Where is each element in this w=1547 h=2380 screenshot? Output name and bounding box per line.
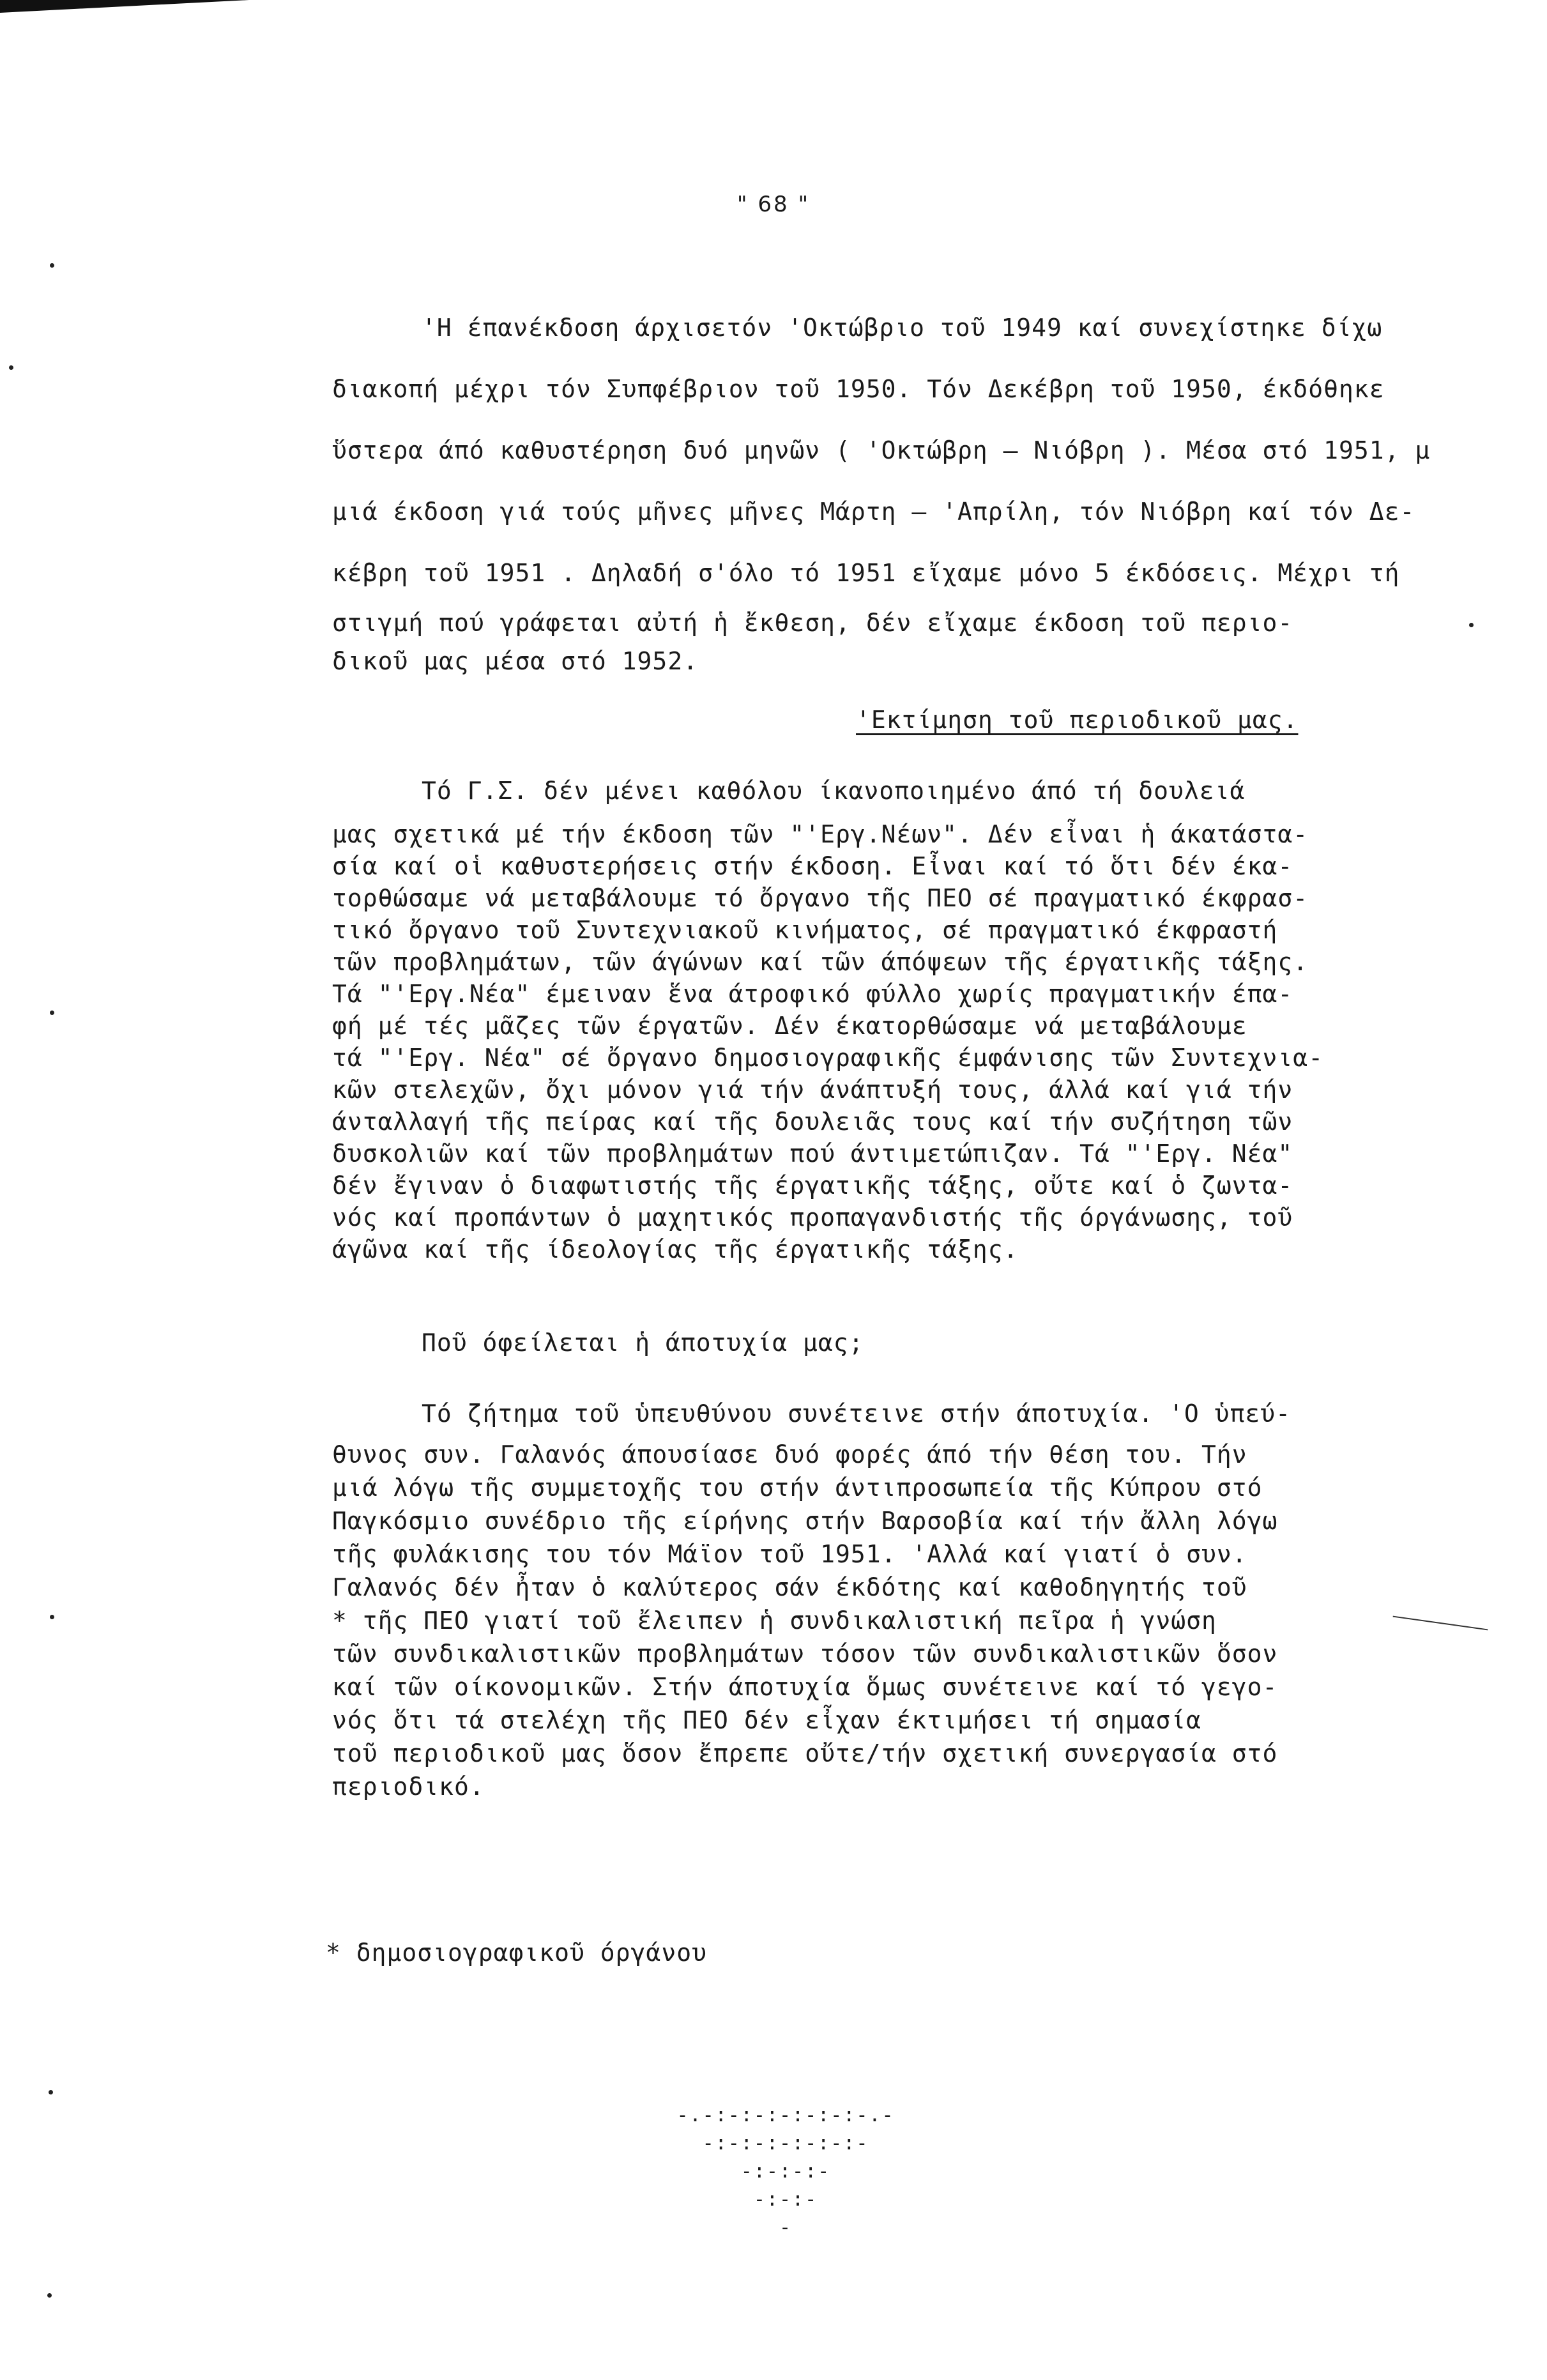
ornament-row: -:-:-:- xyxy=(740,2160,831,2183)
text-line: Τό ζήτημα τοῦ ὑπευθύνου συνέτεινε στήν άποτυχία. 'Ο ὑπεύ- xyxy=(422,1400,1292,1428)
text-line: τῆς φυλάκισης του τόν Μάϊον τοῦ 1951. 'Αλλά καί γιατί ὁ συν. xyxy=(332,1540,1247,1568)
text-line: τορθώσαμε νά μεταβάλουμε τό ὄργανο τῆς ΠΕΟ σέ πραγματικό έκφρασ- xyxy=(332,884,1309,912)
text-line: άνταλλαγή τῆς πείρας καί τῆς δουλειᾶς τους καί τήν συζήτηση τῶν xyxy=(332,1108,1293,1136)
paragraph-assessment xyxy=(332,763,1469,1265)
scan-speck xyxy=(50,1615,54,1619)
ornament-row: - xyxy=(779,2216,793,2239)
text-line: Τά "'Εργ.Νέα" έμειναν ἕνα άτροφικό φύλλο χωρίς πραγματικήν έπα- xyxy=(332,980,1293,1008)
ornament-row: -:-:-:-:-:-:- xyxy=(702,2132,869,2155)
text-line: δικοῦ μας μέσα στό 1952. xyxy=(332,647,699,675)
text-line: τῶν προβλημάτων, τῶν άγώνων καί τῶν άπόψεων τῆς έργατικῆς τάξης. xyxy=(332,948,1309,976)
scan-corner-mark xyxy=(0,0,249,13)
end-ornament xyxy=(664,2102,907,2242)
text-line: ὕστερα άπό καθυστέρηση δυό μηνῶν ( 'Οκτώβρη – Νιόβρη ). Μέσα στό 1951, μ xyxy=(332,436,1431,464)
text-line: δέν ἔγιναν ὁ διαφωτιστής τῆς έργατικῆς τάξης, οὔτε καί ὁ ζωντα- xyxy=(332,1171,1293,1200)
scan-speck xyxy=(49,2090,53,2094)
text-line: θυνος συν. Γαλανός άπουσίασε δυό φορές άπό τήν θέση του. Τήν xyxy=(332,1440,1247,1468)
text-line: περιοδικό. xyxy=(332,1773,485,1801)
section-heading: 'Εκτίμηση τοῦ περιοδικοῦ μας. xyxy=(856,706,1299,734)
text-line: σία καί οἱ καθυστερήσεις στήν έκδοση. Εἶναι καί τό ὅτι δέν έκα- xyxy=(332,852,1293,880)
ornament-row: -.-:-:-:-:-:-:-.- xyxy=(676,2104,895,2126)
text-line: κέβρη τοῦ 1951 . Δηλαδή σ'όλο τό 1951 εἴχαμε μόνο 5 έκδόσεις. Μέχρι τή xyxy=(332,559,1400,587)
text-line: μιά λόγω τῆς συμμετοχῆς του στήν άντιπροσωπεία τῆς Κύπρου στό xyxy=(332,1474,1263,1502)
text-line: άγῶνα καί τῆς ίδεολογίας τῆς έργατικῆς τάξης. xyxy=(332,1235,1019,1263)
scan-speck xyxy=(50,263,54,268)
scan-speck xyxy=(47,2293,52,2298)
paragraph-publication-history xyxy=(332,297,1469,680)
text-line: Παγκόσμιο συνέδριο τῆς είρήνης στήν Βαρσοβία καί τήν ἄλλη λόγω xyxy=(332,1507,1278,1535)
text-line: τῶν συνδικαλιστικῶν προβλημάτων τόσον τῶν συνδικαλιστικῶν ὅσον xyxy=(332,1640,1278,1668)
text-line: * τῆς ΠΕΟ γιατί τοῦ ἔλειπεν ἡ συνδικαλιστική πεῖρα ἡ γνώση xyxy=(332,1606,1217,1635)
text-line: μας σχετικά μέ τήν έκδοση τῶν "'Εργ.Νέων". Δέν εἶναι ἡ άκατάστα- xyxy=(332,820,1309,848)
text-line: τά "'Εργ. Νέα" σέ ὄργανο δημοσιογραφικῆς έμφάνισης τῶν Συντεχνια- xyxy=(332,1044,1324,1072)
ornament-row: -:-:- xyxy=(753,2188,818,2211)
text-line: Γαλανός δέν ἦταν ὁ καλύτερος σάν έκδότης καί καθοδηγητής τοῦ xyxy=(332,1573,1247,1601)
text-line: τοῦ περιοδικοῦ μας ὅσον ἔπρεπε οὔτε/τήν σχετική συνεργασία στό xyxy=(332,1739,1278,1767)
question-line: Ποῦ όφείλεται ἡ άποτυχία μας; xyxy=(422,1329,864,1357)
text-line: κῶν στελεχῶν, ὄχι μόνον γιά τήν άνάπτυξή τους, άλλά καί γιά τήν xyxy=(332,1076,1293,1104)
footnote: * δημοσιογραφικοῦ όργάνου xyxy=(326,1939,707,1967)
text-line: νός καί προπάντων ὁ μαχητικός προπαγανδιστής τῆς όργάνωσης, τοῦ xyxy=(332,1203,1293,1232)
text-line: φή μέ τές μᾶζες τῶν έργατῶν. Δέν έκατορθώσαμε νά μεταβάλουμε xyxy=(332,1012,1247,1040)
text-line: Τό Γ.Σ. δέν μένει καθόλου ίκανοποιημένο άπό τή δουλειά xyxy=(422,777,1246,805)
text-line: μιά έκδοση γιά τούς μῆνες μῆνες Μάρτη – 'Απρίλη, τόν Νιόβρη καί τόν Δε- xyxy=(332,498,1415,526)
scan-speck xyxy=(50,1011,54,1015)
text-line: τικό ὄργανο τοῦ Συντεχνιακοῦ κινήματος, σέ πραγματικό έκφραστή xyxy=(332,916,1278,944)
text-line: στιγμή πού γράφεται αὐτή ἡ ἔκθεση, δέν εἴχαμε έκδοση τοῦ περιο- xyxy=(332,609,1293,637)
page-number: " 68 " xyxy=(736,192,811,217)
text-line: 'Η έπανέκδοση άρχισετόν 'Οκτώβριο τοῦ 1949 καί συνεχίστηκε δίχω xyxy=(422,314,1383,342)
text-line: νός ὅτι τά στελέχη τῆς ΠΕΟ δέν εἶχαν έκτιμήσει τή σημασία xyxy=(332,1706,1202,1734)
scan-speck xyxy=(1469,623,1474,627)
text-line: διακοπή μέχρι τόν Συπφέβριον τοῦ 1950. Τόν Δεκέβρη τοῦ 1950, έκδόθηκε xyxy=(332,375,1385,403)
text-line: δυσκολιῶν καί τῶν προβλημάτων πού άντιμετώπιζαν. Τά "'Εργ. Νέα" xyxy=(332,1140,1293,1168)
paragraph-causes xyxy=(332,1389,1469,1803)
scan-speck xyxy=(9,365,13,370)
text-line: καί τῶν οίκονομικῶν. Στήν άποτυχία ὅμως συνέτεινε καί τό γεγο- xyxy=(332,1673,1278,1701)
